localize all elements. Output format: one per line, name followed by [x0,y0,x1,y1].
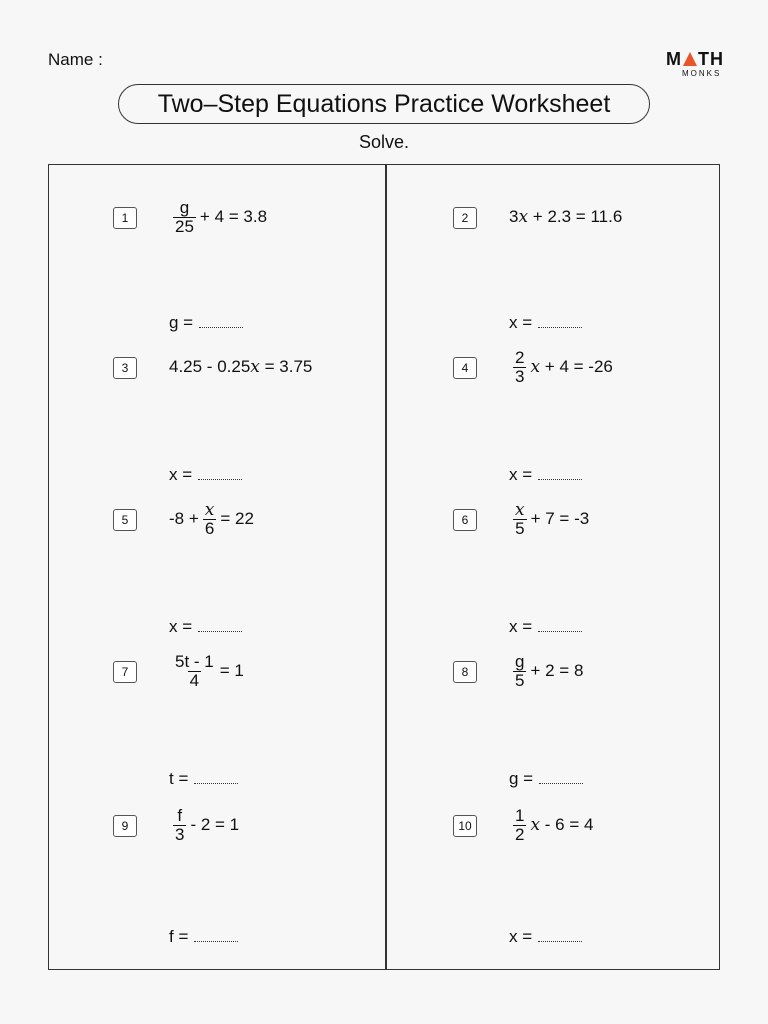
equation [169,197,268,236]
name-label: Name : [48,50,103,69]
answer-label: x = [169,465,193,484]
numerator: g [515,651,525,671]
problem-grid [48,164,720,970]
fraction [513,807,526,844]
fraction [173,199,196,236]
equation-rest: = 1 [219,661,244,680]
answer-label: x = [509,313,533,332]
denominator: 5 [515,518,525,538]
answer-label: x = [169,617,193,636]
fraction [203,501,217,538]
answer-line[interactable] [509,313,582,333]
fraction [513,501,527,538]
equation-lead: -8 + [169,509,199,528]
answer-blank[interactable] [194,927,238,942]
answer-blank[interactable] [538,927,582,942]
answer-label: g = [169,313,194,332]
coefficient: 3 [509,207,519,226]
numerator: f [177,805,183,825]
numerator: 1 [515,805,525,825]
answer-line[interactable] [169,769,238,789]
equation [509,805,594,844]
denominator: 6 [204,518,215,538]
problem-number: 4 [453,357,477,379]
fraction [513,653,526,690]
equation-rest: = 22 [220,509,254,528]
equation [169,357,312,377]
worksheet-title-text: Two–Step Equations Practice Worksheet [157,89,611,118]
logo-letters-th: TH [698,49,724,69]
numerator: g [179,197,190,217]
equation [509,347,613,386]
worksheet-title [118,84,650,124]
equation-rest: - 2 = 1 [190,815,240,834]
equation-rest: = 3.75 [264,357,313,376]
answer-line[interactable] [169,617,242,637]
equation-rest: + 4 = -26 [544,357,613,376]
answer-line[interactable] [509,617,582,637]
answer-line[interactable] [169,465,242,485]
denominator: 5 [515,670,525,690]
variable: x [250,357,260,377]
equation [169,499,254,538]
logo-subtitle: MONKS [682,69,722,78]
equation-rest: + 2 = 8 [530,661,584,680]
column-divider [385,165,387,969]
problem-number: 8 [453,661,477,683]
fraction [173,653,216,690]
equation [509,207,622,227]
answer-label: x = [509,465,533,484]
problem-number: 9 [113,815,137,837]
equation [169,805,240,844]
problem-number: 5 [113,509,137,531]
variable: x [530,815,541,835]
denominator: 25 [175,216,194,236]
instruction: Solve. [358,132,410,152]
problem-number: 1 [113,207,137,229]
math-monks-logo [666,50,726,78]
answer-blank[interactable] [199,313,243,328]
answer-line[interactable] [509,769,583,789]
answer-blank[interactable] [198,617,242,632]
problem-number: 6 [453,509,477,531]
answer-line[interactable] [509,927,582,947]
answer-blank[interactable] [194,769,238,784]
equation-rest: + 2.3 = 11.6 [532,207,623,226]
answer-line[interactable] [509,465,582,485]
answer-line[interactable] [169,313,243,333]
answer-label: t = [169,769,189,788]
answer-blank[interactable] [538,617,582,632]
problem-number: 3 [113,357,137,379]
numerator: 5t - 1 [175,651,214,671]
denominator: 4 [189,670,200,690]
denominator: 3 [515,366,525,386]
answer-label: x = [509,927,533,946]
numerator: 2 [515,347,525,367]
equation-rest: + 4 = 3.8 [199,207,268,226]
problem-number: 10 [453,815,477,837]
answer-blank[interactable] [539,769,583,784]
equation-rest: + 7 = -3 [530,509,590,528]
equation-lead: 4.25 - 0.25 [169,357,251,376]
answer-label: f = [169,927,189,946]
equation [509,651,584,690]
fraction [173,807,186,844]
numerator: x [515,499,525,520]
numerator: x [204,499,215,520]
answer-blank[interactable] [198,465,242,480]
answer-blank[interactable] [538,313,582,328]
fraction [513,349,526,386]
equation [509,499,590,538]
answer-blank[interactable] [538,465,582,480]
answer-label: g = [509,769,534,788]
problem-number: 7 [113,661,137,683]
problem-number: 2 [453,207,477,229]
variable: x [530,357,541,377]
answer-label: x = [509,617,533,636]
answer-line[interactable] [169,927,238,947]
logo-letter-m: M [666,49,682,69]
denominator: 2 [515,824,525,844]
equation [169,651,244,690]
variable: x [518,207,529,227]
denominator: 3 [175,824,185,844]
logo-triangle-icon [683,52,697,66]
equation-rest: - 6 = 4 [544,815,594,834]
